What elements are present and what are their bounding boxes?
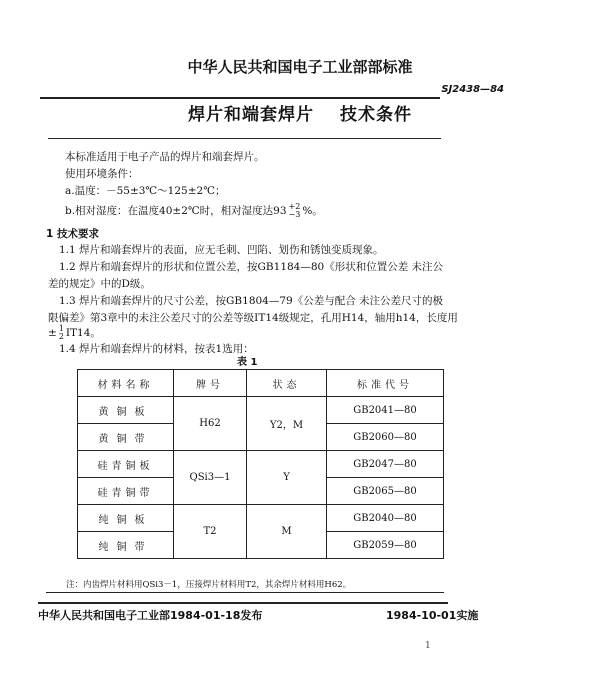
standard-code: GB2041—80: [327, 397, 444, 424]
clause-1-3-line2: 限偏差》第3章中的未注公差尺寸的公差等级IT14级规定，孔用H14，轴用h14，长度用: [48, 312, 458, 324]
section-heading: 1 技术要求: [46, 228, 99, 240]
tolerance-minus: −3: [288, 210, 301, 219]
standard-code: GB2059—80: [327, 532, 444, 559]
page-number: 1: [425, 641, 431, 651]
materials-table: [77, 369, 444, 559]
grade-cell: QSi3—1: [174, 451, 247, 505]
humidity-tolerance: [289, 203, 301, 219]
fraction-denominator: 2: [58, 332, 64, 341]
material-name: 纯铜带: [78, 532, 174, 559]
state-cell: M: [247, 505, 327, 559]
footnote-rule: [46, 592, 444, 593]
material-name: 硅青铜带: [78, 478, 174, 505]
standard-number: SJ2438—84: [441, 84, 504, 95]
document-title: [0, 100, 600, 125]
standard-code: GB2047—80: [327, 451, 444, 478]
header-material-name: 材料名称: [78, 370, 174, 397]
table-row: [78, 451, 444, 478]
clause-1-1: 1.1 焊片和端套焊片的表面，应无毛刺、凹陷、划伤和锈蚀变质现象。: [59, 244, 384, 256]
title-sub: 技术条件: [340, 105, 412, 125]
grade-cell: T2: [174, 505, 247, 559]
plus-minus-sign: ±: [48, 327, 57, 339]
scope-statement: 本标准适用于电子产品的焊片和端套焊片。: [65, 151, 265, 163]
grade-cell: H62: [174, 397, 247, 451]
title-rule: [48, 138, 441, 139]
table-header-row: [78, 370, 444, 397]
state-cell: Y2，M: [247, 397, 327, 451]
half-fraction: [59, 325, 64, 341]
title-main: 焊片和端套焊片: [188, 105, 314, 125]
effective-date: 1984-10-01实施: [386, 609, 479, 622]
standard-issuer-header: 中华人民共和国电子工业部部标准: [187, 58, 413, 76]
material-name: 黄铜带: [78, 424, 174, 451]
tolerance-plus: +2: [288, 202, 301, 211]
table-caption: 表 1: [237, 357, 258, 368]
state-cell: Y: [247, 451, 327, 505]
table-footnote: 注：内齿焊片材料用QSi3－1，压接焊片材料用T2，其余焊片材料用H62。: [66, 580, 352, 590]
header-standard-code: 标准代号: [327, 370, 444, 397]
material-name: 纯铜板: [78, 505, 174, 532]
footer-rule: [38, 602, 448, 604]
issue-date: 中华人民共和国电子工业部1984-01-18发布: [38, 609, 263, 622]
fraction-numerator: 1: [58, 324, 64, 333]
header-rule: [40, 97, 440, 99]
material-name: 硅青铜板: [78, 451, 174, 478]
clause-1-3-line1: 1.3 焊片和端套焊片的尺寸公差，按GB1804—79《公差与配合 未注公差尺寸的极: [59, 295, 444, 307]
temperature-condition: a.温度：－55±3℃～125±2℃；: [65, 185, 226, 197]
table-row: [78, 397, 444, 424]
humidity-text: b.相对湿度：在温度40±2℃时，相对湿度达93: [65, 205, 287, 217]
material-name: 黄铜板: [78, 397, 174, 424]
humidity-condition: [65, 203, 323, 219]
standard-code: GB2060—80: [327, 424, 444, 451]
clause-1-2-line2: 差的规定》中的D级。: [48, 278, 151, 290]
tolerance-grade: IT14。: [65, 327, 101, 339]
standard-code: GB2065—80: [327, 478, 444, 505]
header-state: 状态: [247, 370, 327, 397]
clause-1-2-line1: 1.2 焊片和端套焊片的形状和位置公差，按GB1184—80《形状和位置公差 未注公: [59, 261, 444, 273]
env-conditions-label: 使用环境条件：: [65, 168, 139, 180]
clause-1-4: 1.4 焊片和端套焊片的材料，按表1选用：: [59, 343, 254, 355]
standard-code: GB2040—80: [327, 505, 444, 532]
table-row: [78, 505, 444, 532]
humidity-unit: %。: [302, 205, 323, 217]
header-grade: 牌号: [174, 370, 247, 397]
clause-1-3-line3: [48, 325, 101, 341]
